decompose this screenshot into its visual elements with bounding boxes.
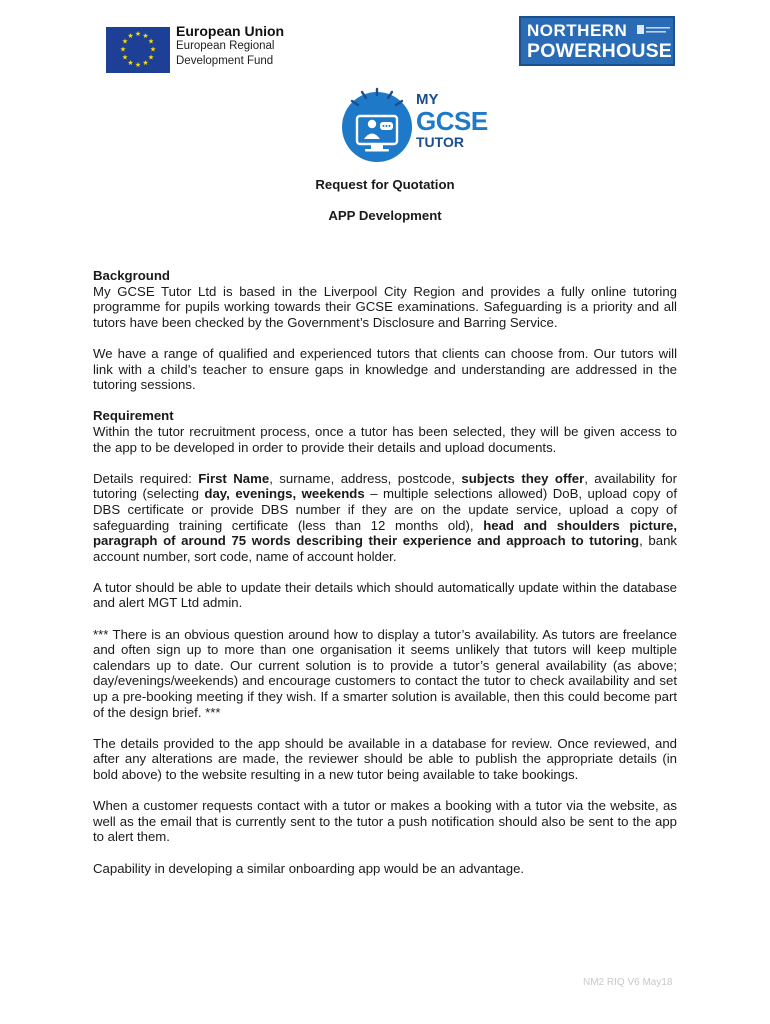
details-bold-4: head and shoulders picture, paragraph of around 75 words describing their experience and approach to tutoring <box>93 517 677 549</box>
svg-text:★: ★ <box>142 59 149 67</box>
svg-text:★: ★ <box>121 37 129 46</box>
np-logo-line2: POWERHOUSE <box>527 40 673 62</box>
background-paragraph-2: We have a range of qualified and experienced tutors that clients can choose from. Our tutors will link with a child’s teacher to ensure gaps in knowledge and understanding are addressed in the tutoring sessions. <box>93 345 677 393</box>
document-reference: NM2 RIQ V6 May18 <box>583 977 673 988</box>
details-text-4: – multiple selections allowed) DoB, upload copy of DBS certificate or provide DBS number if they are on the update service, upload a copy of safeguarding training certificate (less than 12 months old), <box>93 486 677 533</box>
northern-powerhouse-logo <box>519 16 675 66</box>
gcse-logo-tutor: TUTOR <box>416 134 464 150</box>
svg-text:★: ★ <box>127 59 134 67</box>
availability-note-paragraph: *** There is an obvious question around how to display a tutor’s availability. As tutors are freelance and often sign up to more than one organisation it seems unlikely that tutors will keep multiple calendars up to date. Our current solution is to provide a tutor’s general availability (as above; day/evenings/weekends) and encourage customers to contact the tutor to check availability and set up a pre-booking meeting if they wish. If a smarter solution is available, then this could become part of the design brief. *** <box>93 626 677 720</box>
svg-text:★: ★ <box>147 53 155 62</box>
svg-text:★: ★ <box>142 32 149 40</box>
requirement-paragraph-1: Within the tutor recruitment process, once a tutor has been selected, they will be given access to the app to be developed in order to provide their details and upload documents. <box>93 423 677 455</box>
details-bold-2: subjects they offer <box>461 470 585 486</box>
svg-text:★: ★ <box>119 45 127 54</box>
svg-text:★: ★ <box>127 32 134 40</box>
requirement-paragraph-7: Capability in developing a similar onboarding app would be an advantage. <box>93 860 525 876</box>
np-logo-line1: NORTHERN <box>527 21 628 40</box>
svg-text:★: ★ <box>134 30 142 38</box>
svg-text:★: ★ <box>121 53 129 62</box>
eu-title: European Union <box>176 23 285 39</box>
background-heading: Background <box>93 268 170 283</box>
eu-subtitle-line2: Development Fund <box>176 55 274 67</box>
svg-text:★: ★ <box>149 45 157 54</box>
details-text-2: , surname, address, postcode, <box>269 470 462 486</box>
document-subtitle: APP Development <box>328 208 442 223</box>
eu-logo <box>106 24 284 73</box>
details-text-5: , bank account number, sort code, name of account holder. <box>93 533 677 564</box>
details-text-3: , availability for tutoring (selecting <box>93 470 677 502</box>
gcse-logo-gcse: GCSE <box>416 106 488 136</box>
requirement-paragraph-5: The details provided to the app should be available in a database for review. Once reviewed, and after any alterations are made, the reviewer should be able to publish the appropriate details (in bold above) to the website resulting in a new tutor being available to take bookings. <box>93 735 677 782</box>
eu-subtitle-line1: European Regional <box>176 40 275 52</box>
gcse-logo-my: MY <box>416 91 439 108</box>
requirement-paragraph-3: A tutor should be able to update their details which should automatically update within the database and alert MGT Ltd admin. <box>93 579 677 611</box>
details-required-paragraph <box>93 471 677 565</box>
svg-text:★: ★ <box>134 61 142 69</box>
hm-government-badge-icon <box>637 24 671 36</box>
details-bold-1: First Name <box>198 470 270 486</box>
requirement-heading: Requirement <box>93 408 174 424</box>
eu-flag-icon <box>106 27 170 73</box>
requirement-paragraph-6: When a customer requests contact with a tutor or makes a booking with a tutor via the website, as well as the email that is currently sent to the tutor a push notification should also be sent to the app to alert them. <box>93 798 677 845</box>
background-paragraph-1: My GCSE Tutor Ltd is based in the Liverpool City Region and provides a fully online tutoring programme for pupils working towards their GCSE examinations. Safeguarding is a priority and all tutors have been checked by the Government’s Disclosure and Barring Service. <box>93 283 677 330</box>
details-text-1: Details required: <box>93 470 199 486</box>
document-title: Request for Quotation <box>315 177 455 192</box>
document-body <box>93 268 677 892</box>
svg-text:★: ★ <box>147 37 155 46</box>
details-bold-3: day, evenings, weekends <box>204 486 365 502</box>
